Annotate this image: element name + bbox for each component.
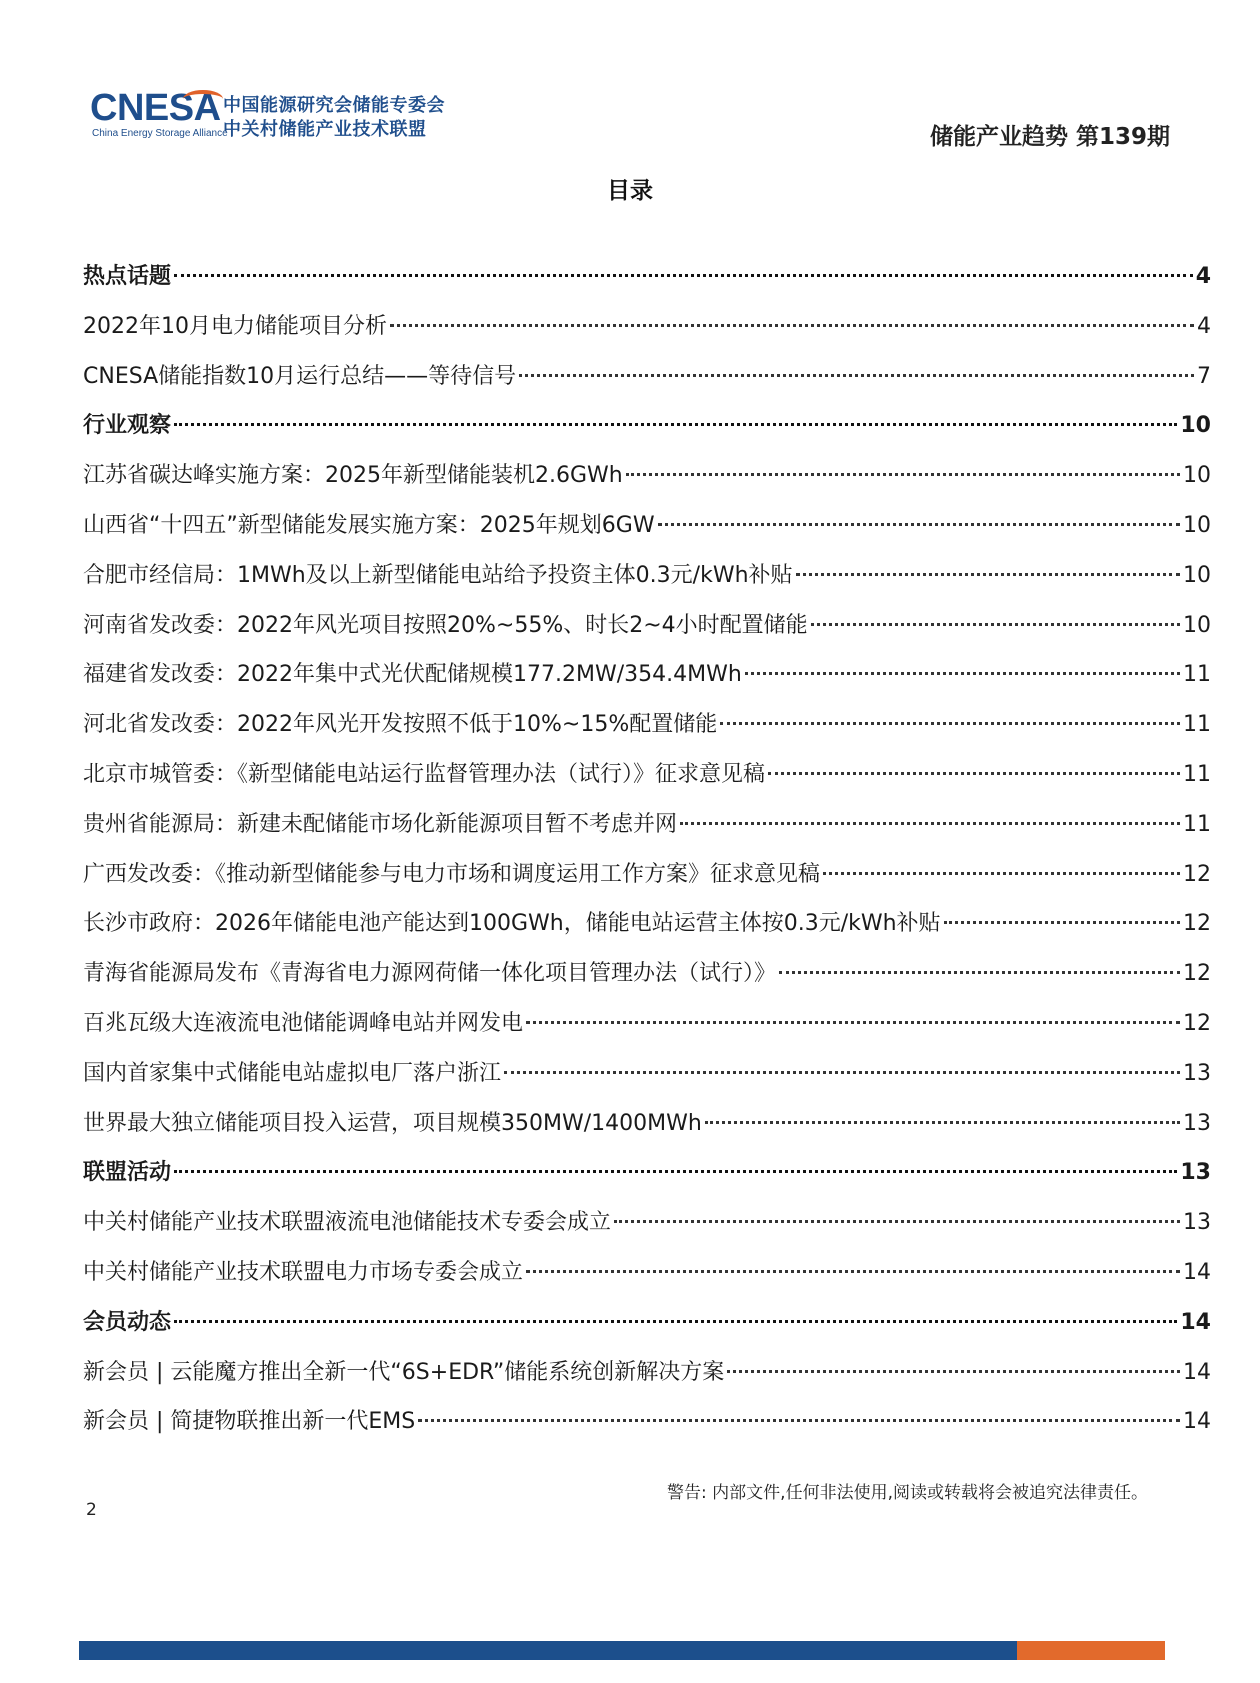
toc-dot-leader	[626, 473, 1180, 476]
toc-entry-page: 13	[1180, 1160, 1211, 1186]
toc-entry[interactable]	[83, 1358, 1211, 1408]
toc-entry-title: 会员动态	[83, 1309, 172, 1335]
toc-dot-leader	[944, 921, 1180, 924]
toc-entry-page: 10	[1183, 562, 1211, 588]
toc-entry[interactable]	[83, 1258, 1211, 1308]
toc-entry-title: 联盟活动	[83, 1160, 172, 1186]
toc-entry-page: 14	[1180, 1309, 1211, 1335]
toc-entry[interactable]	[83, 511, 1211, 561]
toc-entry[interactable]	[83, 1059, 1211, 1109]
toc-dot-leader	[504, 1071, 1180, 1074]
toc-entry-page: 13	[1183, 1110, 1211, 1136]
toc-dot-leader	[418, 1419, 1180, 1422]
toc-entry-page: 11	[1183, 761, 1211, 787]
toc-dot-leader	[705, 1121, 1180, 1124]
page-number: 2	[86, 1500, 97, 1520]
toc-dot-leader	[745, 672, 1180, 675]
toc-entry[interactable]	[83, 760, 1211, 810]
toc-entry-page: 11	[1183, 811, 1211, 837]
cnesa-logo	[90, 88, 450, 146]
toc-entry-page: 4	[1197, 313, 1211, 339]
toc-entry-page: 13	[1183, 1210, 1211, 1236]
toc-dot-leader	[519, 374, 1194, 377]
toc-entry[interactable]	[83, 710, 1211, 760]
toc-entry[interactable]	[83, 660, 1211, 710]
toc-entry[interactable]	[83, 312, 1211, 362]
toc-dot-leader	[174, 1320, 1177, 1323]
logo-chinese-name-1: 中国能源研究会储能专委会	[223, 95, 445, 116]
toc-entry-title: 世界最大独立储能项目投入运营，项目规模350MW/1400MWh	[83, 1110, 702, 1136]
toc-dot-leader	[390, 324, 1194, 327]
toc-dot-leader	[796, 573, 1180, 576]
toc-entry-page: 12	[1183, 861, 1211, 887]
issue-title: 储能产业趋势 第139期	[929, 124, 1170, 150]
toc-dot-leader	[174, 1170, 1177, 1173]
toc-entry-title: 国内首家集中式储能电站虚拟电厂落户浙江	[83, 1060, 502, 1086]
toc-entry-title: 长沙市政府：2026年储能电池产能达到100GWh，储能电站运营主体按0.3元/kWh补贴	[83, 911, 941, 937]
toc-entry-title: 山西省“十四五”新型储能发展实施方案：2025年规划6GW	[83, 512, 655, 538]
toc-dot-leader	[779, 971, 1180, 974]
toc-entry[interactable]	[83, 461, 1211, 511]
logo-english-name: China Energy Storage Alliance	[92, 128, 228, 139]
toc-entry-page: 12	[1183, 1010, 1211, 1036]
table-of-contents	[83, 262, 1211, 1457]
toc-entry-page: 7	[1197, 363, 1211, 389]
toc-dot-leader	[614, 1220, 1180, 1223]
toc-entry-title: 新会员 | 云能魔方推出全新一代“6S+EDR”储能系统创新解决方案	[83, 1359, 725, 1385]
toc-entry-title: 热点话题	[83, 264, 172, 289]
toc-entry-page: 13	[1183, 1060, 1211, 1086]
toc-entry-title: 北京市城管委：《新型储能电站运行监督管理办法（试行）》征求意见稿	[83, 761, 766, 787]
toc-entry-title: 贵州省能源局：新建未配储能市场化新能源项目暂不考虑并网	[83, 811, 678, 837]
toc-dot-leader	[526, 1270, 1180, 1273]
toc-entry[interactable]	[83, 860, 1211, 910]
toc-dot-leader	[823, 872, 1180, 875]
toc-entry[interactable]	[83, 1407, 1211, 1457]
toc-entry-title: 2022年10月电力储能项目分析	[83, 313, 387, 339]
toc-entry-title: 中关村储能产业技术联盟液流电池储能技术专委会成立	[83, 1210, 612, 1236]
logo-wordmark: CNESA	[90, 87, 221, 129]
toc-entry-title: 行业观察	[83, 413, 172, 439]
toc-entry-title: 河南省发改委：2022年风光项目按照20%~55%、时长2~4小时配置储能	[83, 612, 808, 638]
toc-section-entry[interactable]	[83, 262, 1211, 312]
toc-dot-leader	[680, 822, 1180, 825]
toc-section-entry[interactable]	[83, 1158, 1211, 1208]
toc-entry-title: 新会员 | 简捷物联推出新一代EMS	[83, 1409, 416, 1435]
toc-entry[interactable]	[83, 611, 1211, 661]
toc-entry-title: 福建省发改委：2022年集中式光伏配储规模177.2MW/354.4MWh	[83, 662, 742, 688]
toc-entry[interactable]	[83, 959, 1211, 1009]
toc-section-entry[interactable]	[83, 1308, 1211, 1358]
toc-heading: 目录	[607, 178, 653, 204]
toc-entry[interactable]	[83, 362, 1211, 412]
toc-entry[interactable]	[83, 1208, 1211, 1258]
toc-entry-page: 10	[1183, 612, 1211, 638]
toc-entry-page: 14	[1183, 1259, 1211, 1285]
footer-bar-orange	[1017, 1641, 1165, 1660]
toc-entry-title: 中关村储能产业技术联盟电力市场专委会成立	[83, 1259, 524, 1285]
toc-dot-leader	[727, 1370, 1180, 1373]
toc-entry[interactable]	[83, 1109, 1211, 1159]
toc-dot-leader	[811, 623, 1180, 626]
toc-entry-page: 14	[1183, 1359, 1211, 1385]
toc-entry-page: 12	[1183, 961, 1211, 987]
toc-entry-title: 江苏省碳达峰实施方案：2025年新型储能装机2.6GWh	[83, 463, 623, 489]
toc-entry-page: 10	[1183, 463, 1211, 489]
toc-entry[interactable]	[83, 810, 1211, 860]
toc-entry-page: 11	[1183, 712, 1211, 738]
toc-entry[interactable]	[83, 561, 1211, 611]
toc-entry-page: 12	[1183, 911, 1211, 937]
footer-color-bar	[79, 1641, 1165, 1660]
toc-entry-page: 11	[1183, 662, 1211, 688]
toc-entry-title: 青海省能源局发布《青海省电力源网荷储一体化项目管理办法（试行）》	[83, 961, 777, 987]
toc-entry-page: 4	[1195, 264, 1211, 289]
toc-entry-page: 10	[1183, 512, 1211, 538]
logo-chinese-name-2: 中关村储能产业技术联盟	[223, 119, 427, 140]
toc-dot-leader	[768, 772, 1180, 775]
toc-entry-title: 合肥市经信局：1MWh及以上新型储能电站给予投资主体0.3元/kWh补贴	[83, 562, 793, 588]
toc-entry-page: 10	[1180, 413, 1211, 439]
toc-entry-title: 河北省发改委：2022年风光开发按照不低于10%~15%配置储能	[83, 712, 718, 738]
footer-bar-blue	[79, 1641, 1017, 1660]
toc-dot-leader	[658, 523, 1180, 526]
toc-dot-leader	[720, 722, 1180, 725]
toc-dot-leader	[174, 423, 1177, 426]
legal-warning: 警告: 内部文件,任何非法使用,阅读或转载将会被追究法律责任。	[667, 1483, 1148, 1503]
toc-entry[interactable]	[83, 909, 1211, 959]
toc-entry-title: 广西发改委：《推动新型储能参与电力市场和调度运用工作方案》征求意见稿	[83, 861, 821, 887]
toc-section-entry[interactable]	[83, 411, 1211, 461]
toc-entry-title: CNESA储能指数10月运行总结——等待信号	[83, 363, 517, 389]
toc-entry-page: 14	[1183, 1409, 1211, 1435]
toc-entry[interactable]	[83, 1009, 1211, 1059]
toc-dot-leader	[174, 274, 1193, 277]
toc-entry-title: 百兆瓦级大连液流电池储能调峰电站并网发电	[83, 1010, 524, 1036]
toc-dot-leader	[526, 1021, 1180, 1024]
